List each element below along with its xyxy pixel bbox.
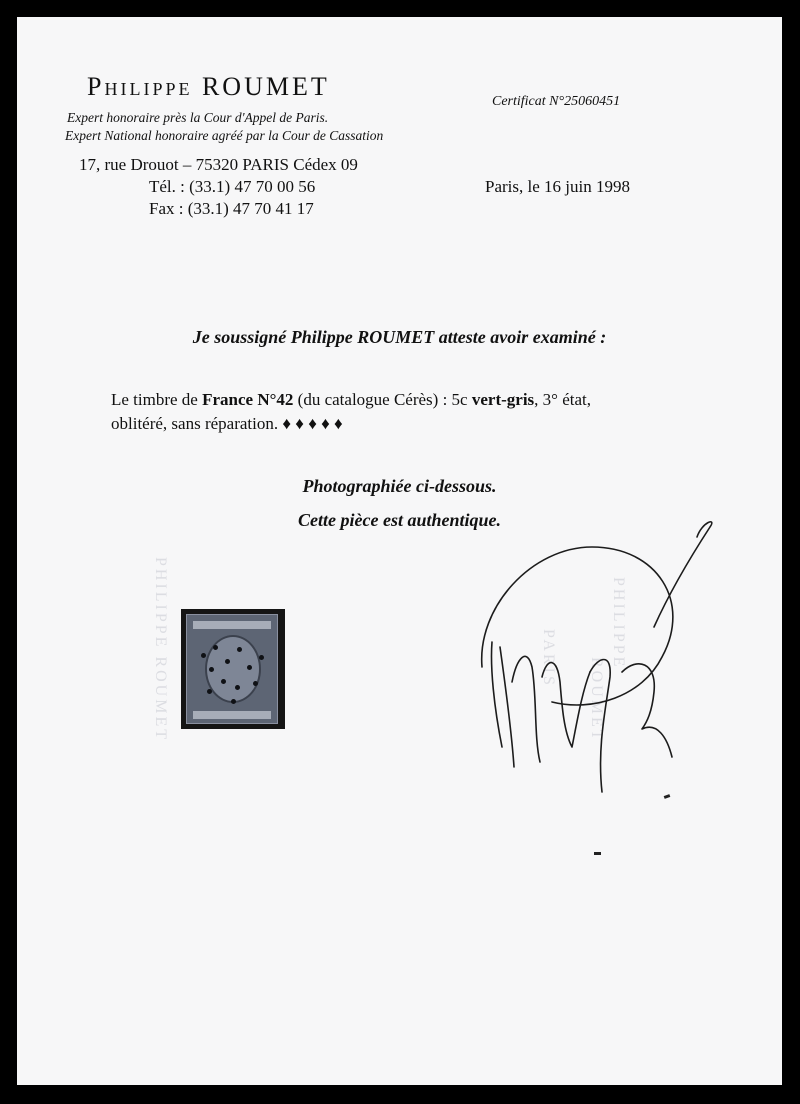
desc-text-e: , 3° état, [534,390,592,409]
certificate-sheet [17,17,782,1085]
cancel-dot [237,647,242,652]
photo-note: Photographiée ci-dessous. [302,476,497,496]
stamp-description-line-1 [111,390,591,410]
right-watermark-2: ROUMET [588,657,605,743]
authentic-statement: Cette pièce est authentique. [298,510,501,530]
address: 17, rue Drouot – 75320 PARIS Cédex 09 [79,155,358,174]
cancel-dot [213,645,218,650]
attestation-heading: Je soussigné Philippe ROUMET atteste avoir examiné : [192,327,607,347]
right-watermark-1: PHILIPPE [610,577,627,670]
left-watermark: PHILIPPE ROUMET [152,557,169,743]
stamp-bottom-band [193,711,271,719]
desc-text-a: Le timbre de [111,390,203,409]
expert-title-line-1: Expert honoraire près la Cour d'Appel de Paris. [67,110,329,125]
expert-title-line-2: Expert National honoraire agréé par la Cour de Cassation [65,128,384,143]
right-watermark-3: PARIS [540,629,557,688]
cancel-dot [225,659,230,664]
cancel-dot [259,655,264,660]
cancel-dot [221,679,226,684]
stamp-description-line-2: oblitéré, sans réparation. ♦ ♦ ♦ ♦ ♦ [111,414,343,433]
stamp-color: vert-gris [471,390,535,409]
cancel-dot [207,689,212,694]
cancel-dot [209,667,214,672]
cancel-dot [201,653,206,658]
desc-text-c: (du catalogue Cérès) : 5c [293,390,472,409]
stamp-photo [181,609,285,729]
cancel-dot [247,665,252,670]
ink-mark [594,852,601,855]
expert-name: Philippe ROUMET [87,72,330,101]
handwritten-signature [472,507,722,807]
certificate-number: Certificat N°25060451 [492,94,621,109]
catalogue-number: France N°42 [202,390,294,409]
fax: Fax : (33.1) 47 70 41 17 [149,199,314,218]
cancel-dot [231,699,236,704]
phone: Tél. : (33.1) 47 70 00 56 [149,177,316,196]
cancel-dot [253,681,258,686]
stamp-top-band [193,621,271,629]
stamp-face [186,614,278,724]
cancel-dot [235,685,240,690]
certificate-date: Paris, le 16 juin 1998 [485,177,630,196]
